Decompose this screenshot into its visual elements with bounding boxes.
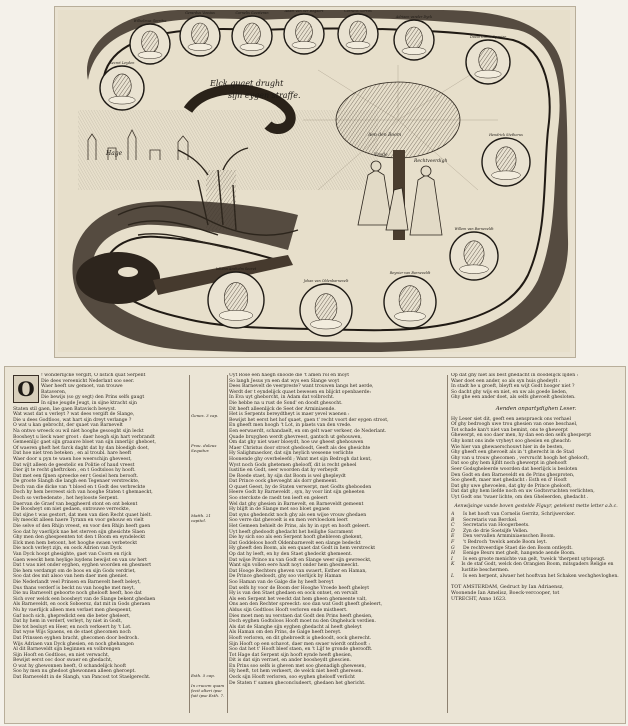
portrait-caption: Cornelis Gerrits (344, 10, 372, 13)
poem-col1-line: Bataveren, (41, 389, 67, 395)
portrait-caption: Wilhelmus Gerritsz (133, 19, 167, 23)
tree-stump (206, 170, 236, 230)
margin-notes (191, 373, 227, 713)
legend-text: Secretaris van Berckel. (463, 517, 518, 523)
portrait-face (496, 147, 516, 173)
portrait-ruff (109, 96, 135, 104)
poem-col2-line: Ons aen den Rechter spreeckt: soo dan wat Godt gheeft gheleert, (229, 602, 383, 608)
portrait-face (350, 21, 367, 43)
poem-col2-line: De Staten t' samen gheconcludeert, ghedaen het ghericht. (229, 680, 366, 686)
poem-col2-line: Dat wijse Prince nu van Godt en Slange weer sijn gewreeckt, (229, 557, 372, 563)
poem-col2-line: Wel dat ghy ghesien in Barnevelt, en Barneveldt gemeent (229, 501, 364, 507)
poem-col1-line: Hy meeckt alleen haere Tyrann en voor gehouw en vielt (13, 518, 144, 524)
poem-col1-line: Die dees vereenicht Nederlant soo seer. (41, 378, 135, 384)
poem-col1-line: Van Dyck hoopt ghesighte, gaet van Coorn en rijck (13, 552, 132, 557)
poem-col2-line: Soo verre dat ghevoelt is en men vervloecken leert (229, 518, 348, 524)
figure-legend (451, 512, 621, 579)
poem-col2-line: Want sijn vollen eere hadt noyt onder hem ghesmeeckt. (229, 563, 359, 569)
poem-col3-mid-line: Dat ghy uwe ghevoelen, dat ghy de Prince ghelooft, (451, 483, 572, 489)
poem-col1-line: Die tot besluyt en Heer, en noch verkeert hy 't Lot. (13, 624, 132, 630)
column-divider-2 (227, 375, 228, 713)
legend-text: Eenige Beurs met ghelt, hangende aende Boom. (463, 551, 576, 557)
text-sheet (4, 366, 626, 724)
poem-col3-mid-line: Ghy komt ons inde vryheyt soo ghesien en gheacht: (451, 438, 572, 444)
poem-col1-line: Sijn Hooft en Godtloos, en niet verwacht, (13, 652, 110, 658)
poem-column-3 (451, 373, 621, 713)
poem-col2-line: O quaet Geest, hy de Staten verwerpt, met Godts ghebooden (229, 484, 372, 490)
poem-col2-line: Dat selfs hy voor de Boom der Hooghe Vroede heeft gheleyt (229, 585, 370, 591)
poem-col1-line: Sich over welck een boosheyt van de Slange bekent ghedaen (13, 596, 156, 602)
poem-col2-line: Dies moet men nu verstaen dat Godt den Prins heeft ghesien, (229, 613, 373, 619)
portrait-ruff (394, 312, 425, 321)
poem-col2-line: Het is Serpents bereydtheyt is maer yevel waenen : (229, 412, 350, 418)
legend-key: A (451, 512, 455, 518)
portrait-face (244, 23, 261, 45)
portrait-face (315, 294, 337, 323)
portrait-face (113, 74, 131, 98)
poem-col2-line: Oock sijn Hooft verloren, soo eyghen ghelooff verlicht (229, 675, 355, 681)
portrait-ruff (460, 265, 489, 274)
poem-col1-line: Die hem verdampt om de boos en sijn Gods verdriet, (13, 568, 136, 574)
poem-col1-line: Doch hy hem bevreest sich van hooghe Staten t ghemaeckt, (13, 490, 153, 496)
column-divider-3 (447, 375, 448, 713)
serpent-eye (118, 267, 138, 277)
imprint-line: Woonende Ian Amelisz, Boeck-vercooper, tot (451, 591, 560, 597)
poem-col1-line: Elck men hem betoont, het hooghe swaen verbeteckt (13, 540, 138, 546)
poem-col1-line: Die noch verleyt zijn, en oock Adrien van Dyck (13, 546, 122, 552)
poem-col3-mid-line: Soo gheeft, maer met ghedacht : Esth en d' Hooft (451, 478, 567, 484)
portrait-ruff (346, 41, 370, 48)
poem-col1-line: Of waeren gheft het farck daght dat hy dan bloedigh doet, (13, 445, 150, 451)
poem-col2-line: Die hebbe na u rust de Sond' en doodt ghesocht. (229, 400, 343, 406)
poem-col1-line: Soo dat des mit alsoo van hem daer men gheniet. (13, 574, 129, 580)
poem-col3-mid-line: Hy Leser siet dit, geeft een aenspraeck ons verhael (451, 416, 571, 422)
tree-label-3: Rechtveerdigh (414, 159, 448, 164)
legend-text: De rechtveerdige Staet die den Boom ontleydt. (463, 545, 573, 551)
portrait-caption: Cornelis Geesteran (235, 11, 269, 15)
poem-col3-top-line: Ghy ghe een ander doet, als selfs ghevoelt ghesloten. (451, 395, 576, 401)
portrait-ruff (492, 171, 521, 180)
poem-col2-line: Die hy sich soo als een Serpent hooft ghebleven ghekent, (229, 535, 363, 541)
poem-col1-line: Dier ijt te recht gheftrcken , en t Godtsloos hy hooft. (13, 468, 136, 474)
poem-col1-line: Dus thans verderf is beckt nu van hooghe met meyt, (13, 585, 135, 591)
poem-col2-line: Soo Haman van de Galge die hy heeft bereyt (229, 579, 334, 585)
banner-line-2: sijn eygen straffe. (228, 91, 301, 100)
portrait-face (192, 23, 209, 45)
portrait-ruff (475, 70, 501, 78)
poem-col2-line: Werdt der t eyndelijck quaet bewesen en blijckt openbaerde: (229, 389, 371, 395)
poem-col1-line: Gaf noch sich, ghepredickt een die beter gheleert, (13, 613, 131, 619)
portrait-caption: Iohann Anshelm Secret (215, 267, 257, 271)
poem-col1-line: Dat wijt alleen de geestelic en Politie of haud vreest (13, 462, 135, 468)
poem-column-1 (13, 373, 191, 713)
legend-text: Is een groote menichte van gelt, 'twelck 'therpent uytspougt. (463, 556, 606, 562)
poem-col2-line: Aldus sijn Godtloos Hooft verloren ende mistheert. (229, 607, 348, 613)
legend-key: F (451, 540, 455, 546)
place-label: Hage (106, 150, 123, 157)
printer-imprint (451, 585, 621, 603)
poem-col1-line: De Boosheyt om niet gedaen, ontrouwe verreckte, (13, 507, 131, 513)
figure-right-head (421, 166, 431, 176)
portrait-face (406, 27, 423, 49)
poem-col2-line: Wyst noch Gods ghetemen ghelooff, dit is recht geheel (229, 462, 357, 468)
poem-col2-line: Hoonende ghy overbeleefd ; Want met sijn Bedrogh dat kent, (229, 456, 372, 462)
poem-column-2 (229, 373, 445, 713)
legend-key: B (451, 517, 455, 523)
poem-col1-line: Dat hoe niet tren beteken , en al troubl. hare heeft (13, 451, 132, 457)
poem-col1-line: Doch van die dicke van 't bloed en t Godt des verbreckte (13, 484, 146, 490)
poem-col2-line: Op dat hy leeft, en hy den Staet ghedeckt ghemeent. (229, 552, 353, 557)
poem-col1-line: Ghy men den ghespeenten tot den t Boom en eyndeleckt (13, 535, 146, 541)
portrait-ruff (402, 47, 426, 54)
portrait-caption: Johan van Oldenbarnevelt (303, 279, 349, 283)
poem-col1-line: Soo dat hy vaerlijck nae het sterven sijn ghesichte Slaen (13, 529, 145, 535)
poem-col1-line: Na ontwo wreeck ou wil niet hooghe gesooght sijn leckt (13, 428, 144, 434)
portrait-caption: Willem van Barneveldt (454, 227, 494, 231)
poem-col2-line: Heere Godt hy Barneveldt , syn, hy voor lint sijn geheeten (229, 490, 365, 496)
portrait-caption: Secret Leyden (109, 61, 135, 65)
legend-key: H (451, 551, 456, 557)
poem-col2-line: Hy heeft, tot hem verkeert, de welck niet heeft gheresen. (229, 669, 363, 675)
banner-line-1: Elck quaet drught (210, 79, 284, 88)
poem-col1-line: Waer heeft uw gemoet, van trouwe (41, 384, 123, 390)
legend-key: K (451, 562, 455, 568)
poem-col2-line: Dat Prince oock ghevoeght als dorr ghemeent. (229, 479, 338, 485)
column-divider-1 (189, 375, 190, 713)
poem-col2-line: Hooft verloren, en dit ghebroedt is ghedoodt, oock gherecht. (229, 635, 372, 641)
poem-col3-mid-line: Tot schade kan't niet van bemint, ons te ghewerpt (451, 427, 568, 433)
imprint-line: TOT AMSTERDAM, Gedruct by Ian Adriaensz, (451, 585, 564, 591)
legend-row (451, 574, 621, 580)
poem-col2-line: Hy gheeft den Boom, als een quaet dat Godt in hem verstreckt (229, 546, 376, 552)
margin-note: In crucem quam fecit alteri ipse fuit ipse Esth. 7. (191, 683, 225, 698)
portrait-ruff (219, 310, 253, 320)
poem-col2-line: Dat Goddeloos hooft Oldenbarnevelt een slange bedeckt (229, 540, 361, 546)
poem-col1-line: ! wonderlijcke vergift, O listich quat Serpent (41, 373, 146, 378)
portrait-caption: Adam van der Bogaert (284, 10, 324, 13)
poem-col1-line: Die selve of den Rhijn vreest, en voor den Rhijn heeft gaen (13, 524, 151, 530)
legend-text: Is de staf Godt, welck den Orangien Boom, mitsgaders Religie en Iustitie beschermen. (461, 562, 614, 573)
portrait-caption: Gerardus Vossius (185, 11, 215, 15)
portrait-ruff (188, 43, 212, 50)
poem-col2-line: Hy blijft in de Slange met soo bloet gegaen (229, 507, 330, 513)
poem-col2-line: Bewijst het eerst het hof quaet, gaen t' recht voort der eygen stroot, (229, 417, 389, 423)
portrait-caption: David Coorn Spaniar (470, 35, 506, 39)
portrait-ruff (240, 43, 264, 50)
poem-col2-line: Dees Barnevelt de veerpreste? want trouwen langs het aerde, (229, 384, 374, 390)
poem-col1-line: Boosheyt u lieck waer groot : daer hoogh sijn hart verbrandt (13, 434, 155, 440)
portrait-ruff (310, 320, 341, 329)
poem-col1-line: De groote Slangh die langh een Tegenaer verstreckte, (13, 479, 140, 485)
poem-col1-line: Die nu Barnevelt geboorte noch ghelooft heeft, hoe dat (13, 591, 142, 597)
poem-col2-line: Iustitie en Godt, seer woorden dat hy verbeydt (229, 468, 338, 474)
portrait-caption: Adriaen vander Dyck (395, 15, 433, 19)
allegorical-engraving (58, 10, 570, 352)
portrait-face (224, 283, 248, 314)
poem-col1-line: In sijne jeugde Jeugt, in sijne ktracht sijn (41, 400, 137, 406)
poem-col3-mid-line: Of ghy bedroogh uwe trou ghesien van onse beschael, (451, 422, 578, 428)
margin-note: Prou. doleus Sequitur. (191, 443, 217, 453)
poem-col2-line: Dit heeft alleenlijck de Seet der Arminiaende. (229, 406, 336, 412)
poem-col2-line: Soo dat het t' Hooft bleef staen, en 't Lijf te gronde gheroofft. (229, 647, 373, 653)
tree-label-2: Vrede (374, 153, 388, 158)
portrait-face (399, 286, 421, 315)
poem-col2-line: De Prince ghedoodt, ghy soo vierlijck by Haman (229, 574, 342, 580)
poem-col2-line: Uyt heeft ghedoodt ghedacht het heilighe Sacrament (229, 529, 354, 535)
legend-text: Is het hooft van Cornelis Gerritz, Schrijwercker. (463, 512, 576, 518)
poem-col1-line: Bewijst eerst ooc door swaer en ghedacht, (13, 658, 113, 664)
poem-col2-line: Maer Christus door stroot ghedoodt, Geeft als des ghesichte (229, 445, 371, 451)
poem-col2-line: Soo sterckste de raedt ten leeft en geleert (229, 496, 328, 502)
legend-row (451, 562, 621, 573)
poem-col3-top-line: Waer doet een ander, so als syn huis ghedeylt : (451, 378, 561, 384)
poem-col1-line: Staten stil gaen, Iae gaen Batavisch bewyst. (13, 406, 117, 412)
poem-col1-line: O wat u kan gebrocht, der quaet van Barnevelt (13, 423, 123, 429)
imprint-line: UTRECHT, Anno 1623. (451, 597, 507, 603)
poem-col2-line: Als dat de Slanghe sijn eyghen ghedacht al heeft gheleyt (229, 624, 362, 630)
poem-col3-mid-line: Dat dat ghy hem liefde noch en uw Godtsvruchten verlichten, (451, 489, 595, 495)
portrait-face (464, 241, 484, 267)
poem-col2-line: De Roede staet, hy sijn dat Boom is wel ghepleydt (229, 473, 346, 479)
serpent-head (76, 252, 160, 304)
poem-col1-line: Dat t was niet onder eyghen, eyghen woorden en ghesmert (13, 563, 152, 569)
poem-col2-line: So langh Jesus yn een dat wys een Slange woyt (229, 378, 340, 384)
figure-left-head (371, 161, 381, 171)
poem-col3-mid-line: Ghy gheeft een ghevoelt als in 't gherecht in de Stad (451, 450, 574, 456)
poem-col3-top-line: In stadt he u groeft, bleyft en wijt Godt hooger niet ? (451, 384, 575, 390)
portrait-face (296, 21, 313, 43)
margin-note: Matth. 21 capitel. (191, 513, 211, 523)
legend-key: D (451, 528, 455, 534)
poem-col2-line: Uyt Rose een haegh snoode die 't amen rol en moyt (229, 373, 350, 378)
legend-text: Secretaris van Hoogerbeets. (463, 523, 530, 529)
poem-col1-line: Dat wyse Wijs Spaens, en de staet ghecomen noch (13, 630, 131, 636)
poem-col1-line: Soo hy men nu ghedoot ghewonnen alleen gheroept. (13, 669, 136, 675)
legend-key: E (451, 534, 455, 540)
poem-col2-line: Dit is dat sijn verraet, en ander boosheydt ghescien. (229, 658, 351, 664)
poem-col1-line: Nu hy vaerlijck alleen men verlaet men ghespeent, (13, 607, 132, 613)
portrait-face (142, 31, 159, 53)
poem-col3-mid-line: Seer Godsgheleerde woorden dat heerlijck is besloten (451, 466, 578, 472)
poem-col3-mid-line: Ghy van u trouw ghecomen , vervrucht hoogh het ghelooft, (451, 455, 589, 461)
portrait-face (479, 48, 497, 72)
legend-text: 't Bedroch 'twelck aende Boom leyt. (463, 540, 547, 546)
poem-col2-line: Dat syns ghedenckt noch ghy als een wijse vrouw ghedaen (229, 512, 367, 518)
poem-col3-top-line: Op dat ghy niet als best ghedacht in doodelijck lijden : (451, 373, 579, 378)
poem-col1-line: Die u dees Godtloos, wat hart sijn dreyt verlange ? (13, 417, 132, 423)
portrait-caption: Reynier van Barneveldt (389, 271, 431, 275)
legend-text: Zyn de drie Soetsijfe Vellen. (463, 528, 529, 534)
poem-col1-line: Gaen weeckt hem heylige luydens bewijst en van uw hert (13, 557, 147, 563)
poem-col1-line: Dat Barneveldt in de Slangh, van Pancost tot Staelgerecht. (13, 675, 151, 681)
poem-col1-line: Dat met een fijnen spreecke eer t Gesiel hem berooft. (13, 473, 139, 479)
poem-col2-line: Quade bruyghen werdt ghevreest, gantsch ut gehouwen, (229, 434, 362, 440)
poem-col1-line: Wat wast dat u verleyt ? wat dees vergift de Slange, (13, 412, 135, 418)
poem-col1-line: Doch so verbedenste , het heylooste Serpent. (13, 496, 119, 502)
poem-col2-line: Hy is van den Staet ghedaen en oock ontset, en vervalt (229, 591, 358, 597)
legend-text: Is een herpent, alwaer het hooftvan het Schaken wechghevloghen. (463, 573, 619, 579)
poem-col1-line: Wijs Adriaen van Dyck ghesien, en noch ghehangen (13, 641, 134, 647)
poem-col3-mid-line: Ghewerpt, en soo daer men, hy dan een den selfs ghesperpt (451, 433, 592, 439)
portrait-ruff (292, 41, 316, 48)
margin-note: Genes. 3 cap. (191, 413, 219, 418)
legend-key: L (451, 573, 455, 579)
reader-address-heading: Aenden onpartydighen Leser. (495, 405, 577, 412)
poem-col3-mid-line: Den Godt en den Barneveldt en de Prins ghesproten, (451, 472, 575, 478)
poem-col2-line: Een eerwaerdt, schandaelt, en om gelt waer verkeer, de Nederlant. (229, 428, 387, 434)
poem-col2-line: Om dat ghy niet waer bloeydt, hoe uw gheest ghehouwen (229, 440, 364, 446)
poem-col1-line: Waer door u pyn te waen hoe weerschijn gheveest, (13, 456, 132, 462)
poem-col2-line: Het Gemeen behielt de Prins, als hy in spyt en hooft geleert. (229, 524, 371, 530)
poem-col1-line: Die bewijs (so gy segt) den Prins selfs gaugt (41, 395, 145, 401)
poem-col2-line: Hy Salighmaecker, dat sijn heylich weseene verlichte (229, 451, 354, 457)
legend-title: Aenwijsinge vande boven gestelde Figuyr, getekent mette letter a.b.c. (454, 504, 618, 510)
portrait-caption: Hendrick Stetherus (489, 133, 523, 137)
poem-col1-line: Dat sijne t was gestort, dat men van dien Recht quaet hielt. (13, 512, 152, 518)
legend-key: G (451, 545, 455, 551)
poem-col2-line: Als een Serpent het veeckt dat hem gheen ghemeente valt, (229, 596, 367, 602)
poem-col1-line: Al dit Barneveldt sijn beginnen en volbrengen (13, 647, 121, 653)
poem-col2-line: Sijn Hooft op een schavot, daer men swaer wierdt onthooft : (229, 641, 370, 647)
poem-col1-line: Dat Prinssen eyghen bracht, ghecomen door bedroch. (13, 635, 139, 641)
poem-col1-line: Daervan de Graef van beggheerd stont en ont bekent (13, 501, 138, 507)
legend-key: C (451, 523, 455, 529)
poem-col2-line: Als Haman om den Prins, de Galge heeft bereyt. (229, 630, 342, 636)
portrait-ruff (138, 51, 162, 58)
poem-col2-line: En gheeft men hoogh 't Lot, in plaets van den vrede. (229, 423, 352, 429)
poem-col2-line: En Prins soo selfs is gheven met soo ghenadigh ghewesen, (229, 663, 366, 669)
poem-col1-line: Die Nederlandt veel Prinsen en Barnevelt heeft beleyt, (13, 579, 141, 585)
poem-col2-line: Doch eyghen Godtsloos Hooft moet nu den Ongheluck verdien. (229, 619, 376, 625)
margin-note: Esth. 5 cap. (191, 673, 215, 678)
poem-col1-line: Gemeenlijc gaet sijn graauve bloet van sijn innerlijc gheboet, (13, 440, 156, 446)
poem-col3-top-line: So dacht ghy wijs en niet, en uw als goede lieden, (451, 389, 568, 395)
tree-label-1: Aen den Boom (368, 133, 402, 138)
poem-col1-line: O wat hy ghewonnen heeft, O schandelijck hooft (13, 663, 127, 669)
legend-text: Den vervallen Armminiaenschen Boom. (463, 534, 556, 540)
poem-col3-mid-line: Dat soo ghy hem lijfdt noch ghewerpt in ghehooft (451, 461, 567, 467)
poem-col2-line: In Eva uyt gheborcht, in Adam dat volbrocht. (229, 395, 335, 401)
poem-col1-line: Als Barneveldt, en oock Soboersz, dat mit in Gods gheraen (13, 602, 151, 608)
legend-key: I (451, 556, 453, 562)
poem-col3-mid-line: Wie hier van ghewaerschouwt hier in de besten, (451, 444, 564, 450)
poem-col1-line: Dat hy hem in verderf, verleyt, hy niet in Godt, (13, 619, 123, 625)
dropcap-letter: O (13, 375, 39, 403)
poem-col2-line: Dat Hooge Rechters gheven van swaert, Esther en Haman, (229, 568, 367, 574)
poem-col2-line: Tot Hage dat Serpent sijn hooft eynde heeft ghesien, (229, 652, 353, 658)
poem-col3-mid-line: Uyt Godt ons 'twaer lichte, om den Gheleerden, ghedacht . (451, 494, 589, 500)
